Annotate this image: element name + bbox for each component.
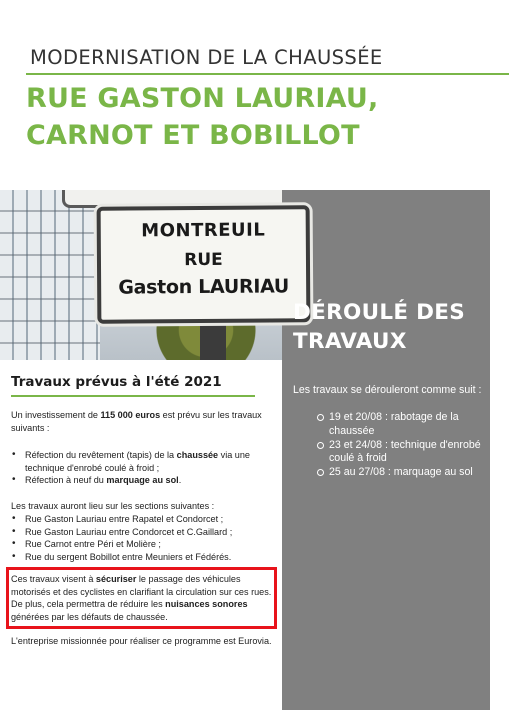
work-bold: chaussée xyxy=(176,450,219,460)
street-sign xyxy=(97,205,311,323)
top-divider xyxy=(26,73,509,75)
contractor-paragraph: L'entreprise missionnée pour réaliser ce programme est Eurovia. xyxy=(11,636,272,646)
investment-amount: 115 000 euros xyxy=(100,410,161,420)
list-item: • Rue Carnot entre Péri et Molière ; xyxy=(25,538,275,551)
schedule-title: DÉROULÉ DES TRAVAUX xyxy=(293,300,466,354)
sections-list xyxy=(25,513,275,563)
investment-text-end: est prévu sur les travaux suivants : xyxy=(11,410,262,433)
work-bold: marquage au sol xyxy=(106,475,179,485)
list-item xyxy=(25,474,275,487)
list-item: • Rue Gaston Lauriau entre Condorcet et C.Gaillard ; xyxy=(25,526,275,539)
schedule-item: 19 et 20/08 : rabotage de la chaussée xyxy=(329,411,484,438)
highlight-text: le passage des véhicules motorisés et des cyclistes en clarifiant la circulation sur ces rues. De plus, cela permettra de réduire les xyxy=(11,574,272,609)
work-text: via une technique d'enrobé coulé à froid ; xyxy=(25,450,250,473)
list-item: • Rue Gaston Lauriau entre Rapatel et Condorcet ; xyxy=(25,513,275,526)
sign-city: MONTREUIL xyxy=(141,219,266,242)
sections-intro: Les travaux auront lieu sur les sections suivantes : xyxy=(11,501,215,511)
investment-paragraph xyxy=(11,409,273,434)
highlight-text: générées par les défauts de chaussée. xyxy=(11,611,168,622)
schedule-list xyxy=(329,411,484,480)
list-item xyxy=(25,449,275,474)
investment-text-start: Un investissement de xyxy=(11,410,101,420)
building-facade xyxy=(0,190,100,360)
schedule-item: 23 et 24/08 : technique d'enrobé coulé à froid xyxy=(329,439,484,466)
highlight-text: Ces travaux visent à xyxy=(11,574,96,584)
highlight-bold: sécuriser xyxy=(95,574,137,584)
work-text: Réfection du revêtement (tapis) de la xyxy=(25,450,177,460)
schedule-item: 25 au 27/08 : marquage au sol xyxy=(329,466,484,480)
list-item: • Rue du sergent Bobillot entre Meuniers et Fédérés. xyxy=(25,551,275,564)
highlight-bold: nuisances sonores xyxy=(165,599,248,609)
overline-title: MODERNISATION DE LA CHAUSSÉE xyxy=(30,46,383,69)
schedule-intro: Les travaux se dérouleront comme suit : xyxy=(293,384,482,396)
page-title: RUE GASTON LAURIAU, CARNOT ET BOBILLOT xyxy=(26,83,379,151)
highlight-paragraph xyxy=(11,573,273,623)
works-heading: Travaux prévus à l'été 2021 xyxy=(11,374,222,390)
work-text: . xyxy=(178,475,182,485)
work-text: Réfection à neuf du xyxy=(25,475,107,485)
works-heading-underline xyxy=(11,395,255,397)
works-list xyxy=(25,449,275,487)
sign-street: Gaston LAURIAU xyxy=(118,275,290,299)
sign-type: RUE xyxy=(184,249,223,271)
